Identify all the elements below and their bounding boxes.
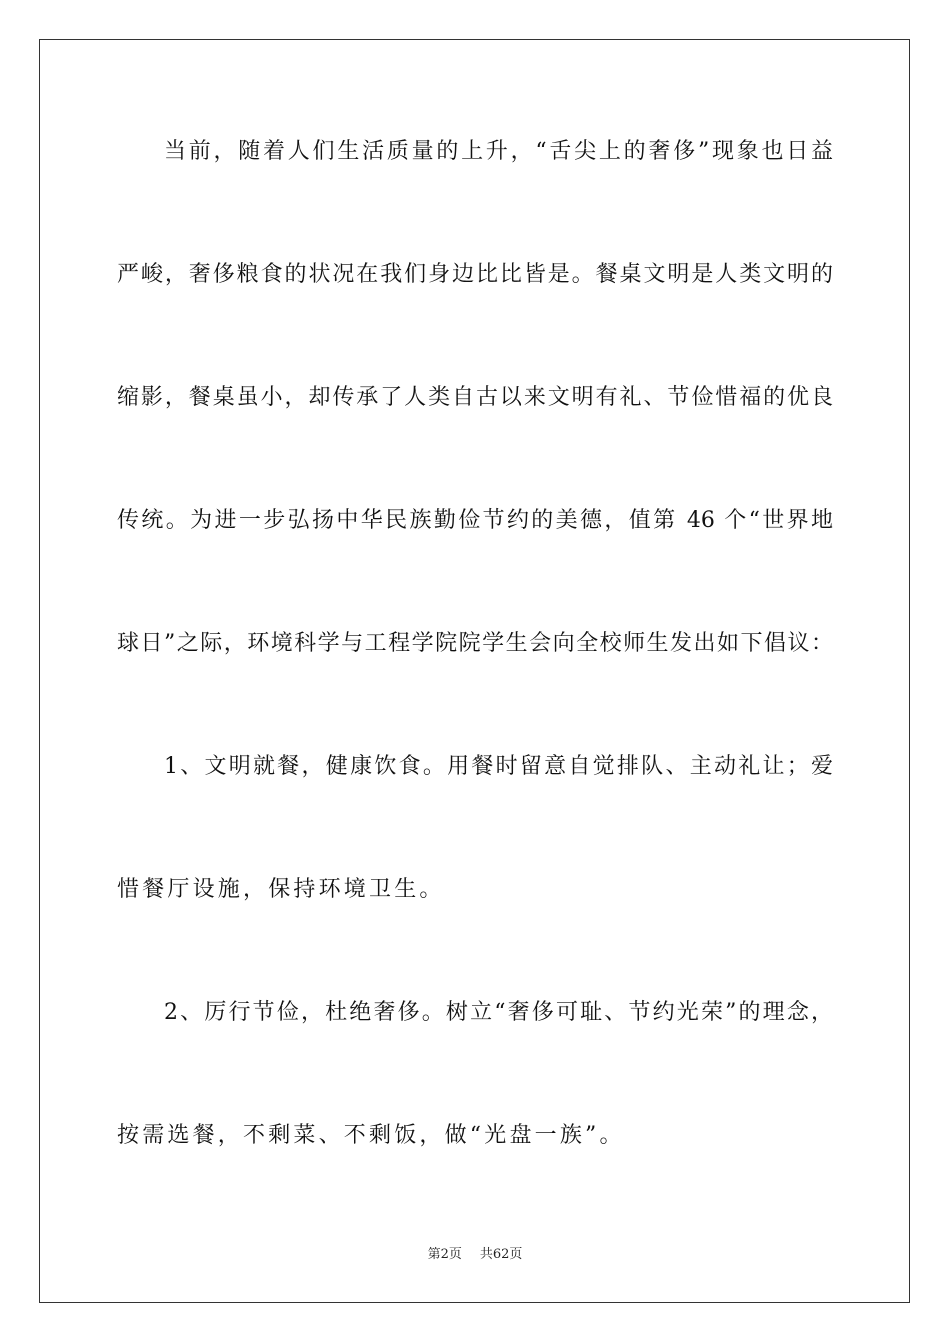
- page-footer: [0, 1246, 950, 1264]
- current-page-label: 第2页: [427, 1247, 462, 1262]
- paragraph-2-line-2: 惜餐厅设施，保持环境卫生。: [117, 877, 445, 902]
- paragraph-3-line-1: 2、厉行节俭，杜绝奢侈。树立“奢侈可耻、节约光荣”的理念，: [164, 1000, 833, 1025]
- page-frame: [39, 39, 910, 1303]
- paragraph-1-line-3: 缩影，餐桌虽小，却传承了人类自古以来文明有礼、节俭惜福的优良: [117, 385, 833, 410]
- paragraph-1-line-1: 当前，随着人们生活质量的上升，“舌尖上的奢侈”现象也日益: [164, 139, 833, 164]
- paragraph-1-line-4: 传统。为进一步弘扬中华民族勤俭节约的美德，值第 46 个“世界地: [117, 508, 833, 533]
- paragraph-1-line-2: 严峻，奢侈粮食的状况在我们身边比比皆是。餐桌文明是人类文明的: [117, 262, 833, 287]
- paragraph-2-line-1: 1、文明就餐，健康饮食。用餐时留意自觉排队、主动礼让；爱: [164, 754, 833, 779]
- paragraph-3-line-2: 按需选餐，不剩菜、不剩饭，做“光盘一族”。: [117, 1123, 625, 1148]
- total-pages-label: 共62页: [479, 1247, 523, 1262]
- paragraph-1-line-5: 球日”之际，环境科学与工程学院院学生会向全校师生发出如下倡议：: [117, 631, 833, 656]
